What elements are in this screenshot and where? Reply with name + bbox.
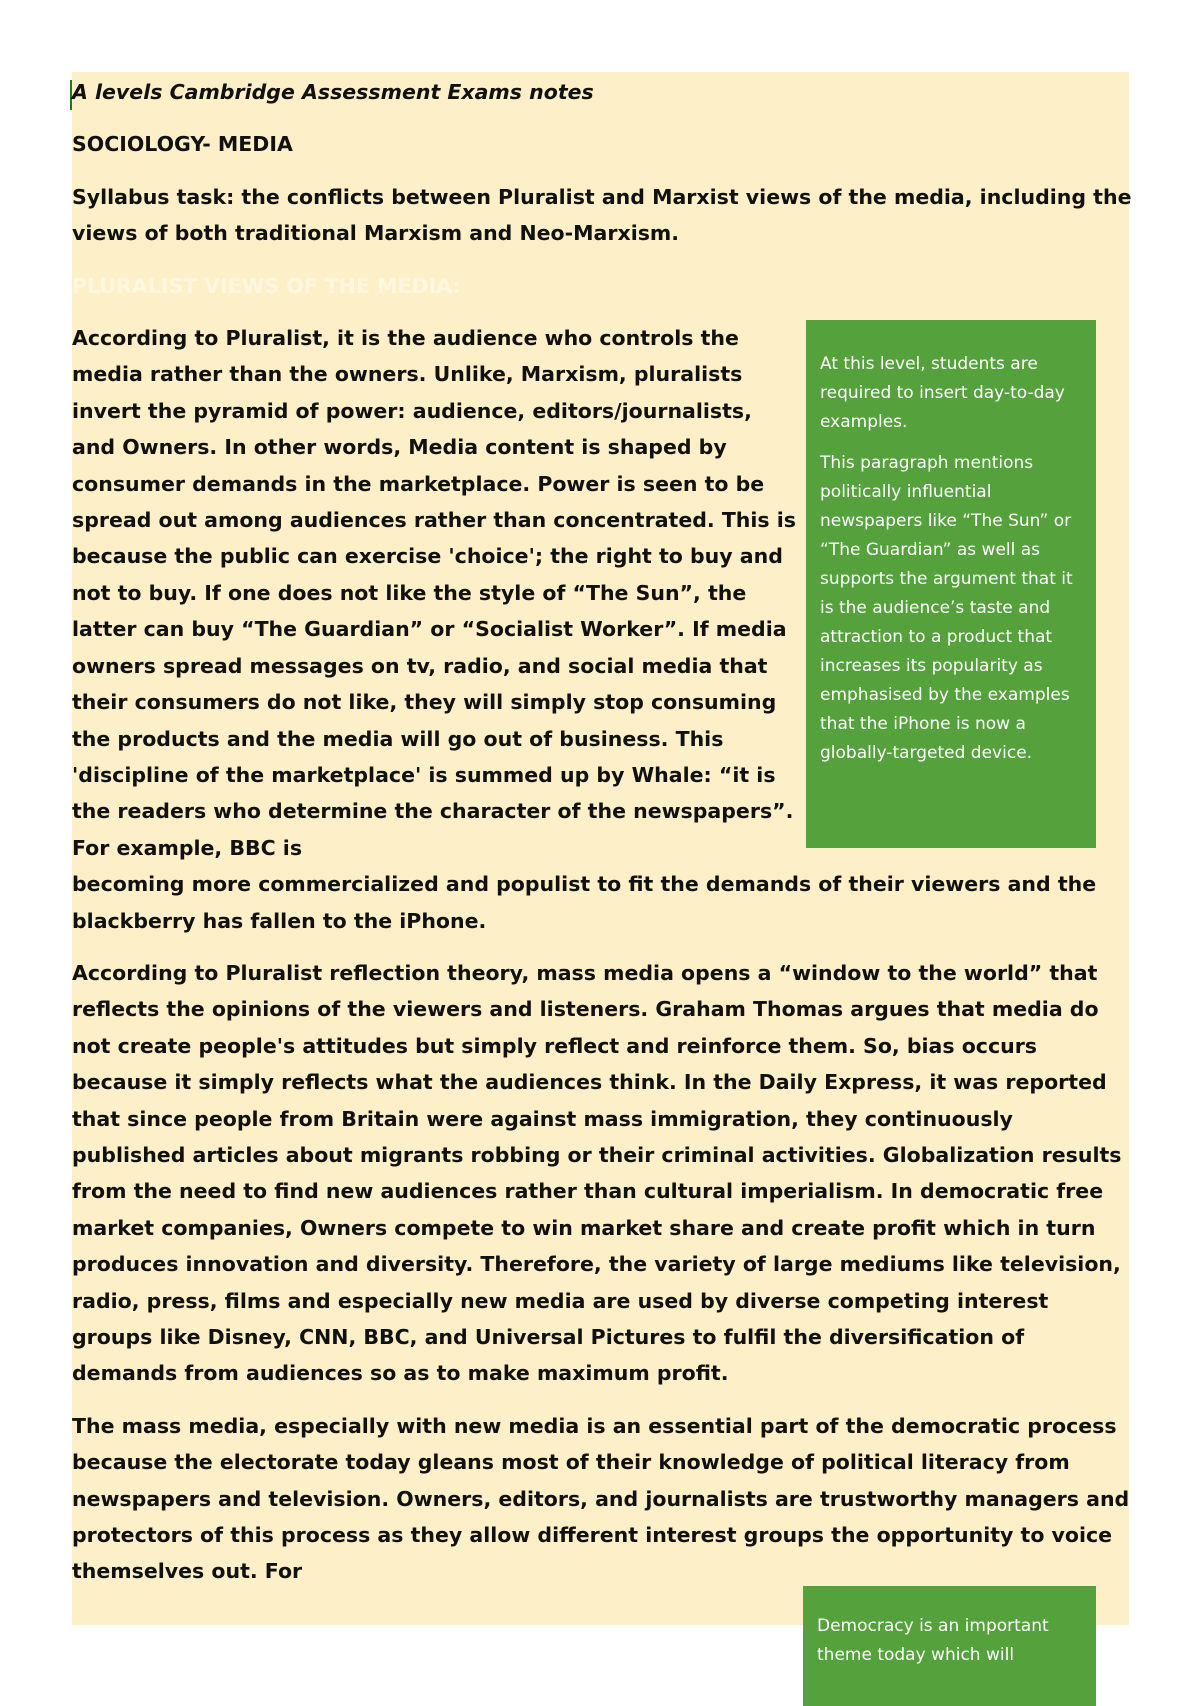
paragraph-1-wrapped: According to Pluralist, it is the audience who controls the media rather than the owners. Unlike, Marxism, pluralists invert the pyramid of power: audience, editors/journalists, and Owners. In other words, Media content is shaped by consumer demands in the marketplace. Power is seen to be spread out among audiences rather than concentrated. This is because the public can exercise 'choice'; the right to buy and not to buy. If one does not like the style of “The Sun”, the latter can buy “The Guardian” or “Socialist Worker”. If media owners spread messages on tv, radio, and social media that their consumers do not like, they will simply stop consuming the products and the media will go out of business. This 'discipline of the marketplace' is summed up by Whale: “it is the readers who determine the character of the newspapers”. For example, BBC is	[72, 326, 796, 860]
subject-heading: SOCIOLOGY- MEDIA	[72, 132, 293, 157]
comment-text-1: At this level, students are required to insert day-to-day examples.	[820, 354, 1065, 432]
document-title: A levels Cambridge Assessment Exams notes	[72, 80, 594, 104]
syllabus-task: Syllabus task: the conflicts between Pluralist and Marxist views of the media, including the views of both traditional Marxism and Neo-Marxism.	[72, 184, 1132, 246]
section-heading: PLURALIST VIEWS OF THE MEDIA:	[72, 273, 461, 298]
paragraph-2: According to Pluralist reflection theory, mass media opens a “window to the world” that reflects the opinions of the viewers and listeners. Graham Thomas argues that media do not create people's attitudes but simply reflect and reinforce them. So, bias occurs because it simply reflects what the audiences think. In the Daily Express, it was reported that since people from Britain were against mass immigration, they continuously published articles about migrants robbing or their criminal activities. Globalization results from the need to find new audiences rather than cultural imperialism. In democratic free market companies, Owners compete to win market share and create profit which in turn produces innovation and diversity. Therefore, the variety of large mediums like television, radio, press, films and especially new media are used by diverse competing interest groups like Disney, CNN, BBC, and Universal Pictures to fulfil the diversification of demands from audiences so as to make maximum profit.	[72, 960, 1122, 1386]
paragraph-3: The mass media, especially with new media is an essential part of the democratic process because the electorate today gleans most of their knowledge of political literacy from newspapers and television. Owners, editors, and journalists are trustworthy managers and protectors of this process as they allow different interest groups the opportunity to voice themselves out. For	[72, 1413, 1130, 1584]
comment-text-3: Democracy is an important theme today which will	[817, 1616, 1049, 1665]
comment-box-democracy	[803, 1586, 1096, 1706]
comment-text-2: This paragraph mentions politically influential newspapers like “The Sun” or “The Guardian” as well as supports the argument that it is the audience’s taste and attraction to a product that increases its popularity as emphasised by the examples that the iPhone is now a globally-targeted device.	[820, 453, 1073, 763]
paragraph-1-continued: becoming more commercialized and populist to fit the demands of their viewers and the blackberry has fallen to the iPhone.	[72, 872, 1097, 933]
comment-box-examples	[806, 320, 1096, 848]
